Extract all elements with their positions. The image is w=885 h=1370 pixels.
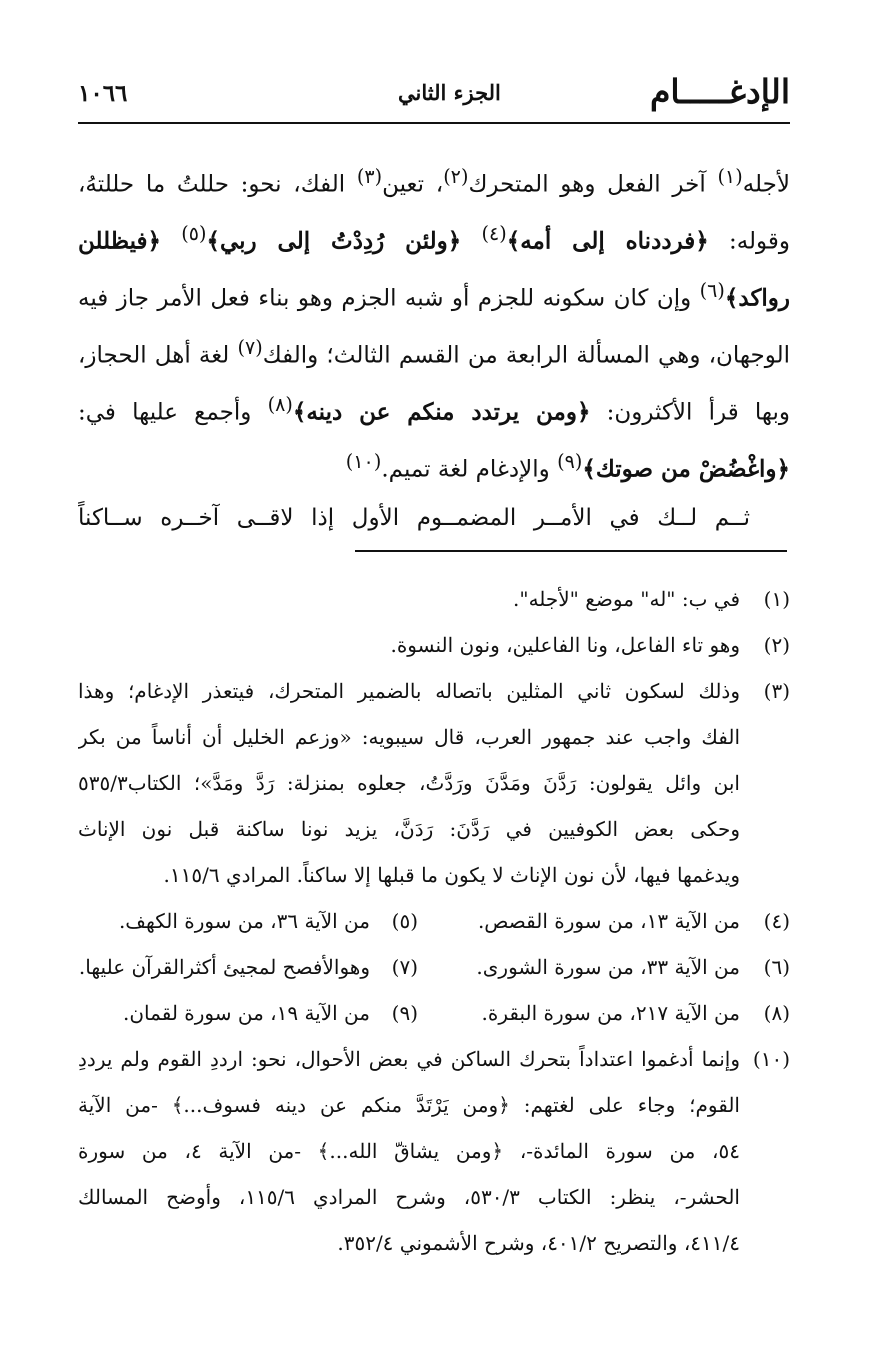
footnote-number: (٩) bbox=[391, 1001, 418, 1025]
footnote-number: (٣) bbox=[763, 679, 790, 703]
footnote-ref: (٥) bbox=[181, 222, 207, 245]
footnote-text: من الآية ١٣، من سورة القصص. bbox=[477, 909, 740, 933]
footnote-line: ويدغمها فيها، لأن نون الإناث لا يكون ما قبلها إلا ساكناً. المرادي ١١٥/٦. bbox=[163, 863, 740, 887]
footnote-line: ابن وائل يقولون: رَدَّنَ ومَدَّنَ ورَدَّتُ، جعلوه بمنزلة: رَدَّ ومَدَّ»؛ الكتاب٥٣٥/٣ bbox=[78, 771, 740, 795]
part-label: الجزء الثاني bbox=[398, 80, 501, 105]
footnote-ref: (٢) bbox=[443, 165, 469, 188]
footnote-number: (١٠) bbox=[752, 1047, 790, 1071]
footnote-number: (٧) bbox=[391, 955, 418, 979]
footnote-3 bbox=[78, 668, 790, 898]
footnote-line: وحكى بعض الكوفيين في رَدَّنَ: رَدَنَّ، يزيد نونا ساكنة قبل نون الإناث bbox=[78, 817, 740, 841]
text-line: وبها قرأ الأكثرون: ﴿ومن يرتدد منكم عن دينه﴾$^{(٨)}$ وأجمع عليها في: bbox=[78, 393, 790, 426]
footnote-ref: (٩) bbox=[557, 450, 583, 473]
footnote-line: القوم؛ وجاء على لغتهم: ﴿ومن يَرْتَدَّ منكم عن دينه فسوف...﴾ -من الآية bbox=[78, 1093, 740, 1117]
footnote-number: (٥) bbox=[391, 909, 418, 933]
footnote-ref: (٨) bbox=[267, 393, 293, 416]
footnote-line: الحشر-، ينظر: الكتاب ٥٣٠/٣، وشرح المرادي ١١٥/٦، وأوضح المسالك bbox=[78, 1185, 740, 1209]
footnote-line: ٤١١/٤، والتصريح ٤٠١/٢، وشرح الأشموني ٣٥٢/٤. bbox=[337, 1231, 740, 1255]
footnote-ref: (١) bbox=[717, 165, 743, 188]
footnote-1 bbox=[78, 576, 790, 622]
footnote-6-7 bbox=[78, 944, 790, 990]
main-text bbox=[78, 148, 790, 547]
text-line: ثــم لــك في الأمــر المضمــوم الأول إذا لاقــى آخــره ســاكناً bbox=[78, 505, 750, 531]
footnote-ref: (١٠) bbox=[345, 450, 382, 473]
footnote-number: (٨) bbox=[763, 1001, 790, 1025]
footnotes bbox=[78, 576, 790, 1266]
footnote-4-5 bbox=[78, 898, 790, 944]
page-number: ١٠٦٦ bbox=[78, 80, 128, 107]
footnote-separator bbox=[355, 550, 787, 552]
text-line: الوجهان، وهي المسألة الرابعة من القسم الثالث؛ والفك$^{(٧)}$ لغة أهل الحجاز، bbox=[78, 336, 790, 369]
footnote-text: في ب: "له" موضع "لأجله". bbox=[513, 587, 740, 611]
footnote-text: من الآية ٣٣، من سورة الشورى. bbox=[476, 955, 740, 979]
footnote-number: (٤) bbox=[763, 909, 790, 933]
footnote-ref: (٤) bbox=[481, 222, 507, 245]
text-line: ﴿واغْضُضْ من صوتك﴾$^{(٩)}$ والإدغام لغة تميم.$^{(١٠)}$ bbox=[345, 450, 790, 483]
footnote-2 bbox=[78, 622, 790, 668]
footnote-10 bbox=[78, 1036, 790, 1266]
footnote-line: ٥٤، من سورة المائدة-، ﴿ومن يشاقّ الله...﴾ -من الآية ٤، من سورة bbox=[78, 1139, 740, 1163]
quran-verse: رواكد﴾ bbox=[724, 284, 790, 312]
footnote-line: وإنما أدغموا اعتداداً بتحرك الساكن في بعض الأحوال، نحو: ارددِ القوم ولم يرددِ bbox=[78, 1047, 740, 1071]
quran-verse: ﴿فيظللن bbox=[78, 227, 162, 255]
footnote-number: (١) bbox=[763, 587, 790, 611]
text-line: لأجله$^{(١)}$ آخر الفعل وهو المتحرك$^{(٢)}$، تعين$^{(٣)}$ الفك، نحو: حللتُ ما حللتهُ، bbox=[78, 165, 790, 198]
footnote-number: (٦) bbox=[763, 955, 790, 979]
header-rule bbox=[78, 122, 790, 124]
footnote-text: من الآية ٢١٧، من سورة البقرة. bbox=[481, 1001, 740, 1025]
running-header bbox=[78, 72, 790, 124]
section-title: الإدغـــــام bbox=[649, 72, 790, 111]
text-line: وقوله: ﴿فرددناه إلى أمه﴾$^{(٤)}$ ﴿ولئن رُدِدْتُ إلى ربي﴾$^{(٥)}$ ﴿فيظللن bbox=[78, 222, 790, 255]
footnote-text: من الآية ١٩، من سورة لقمان. bbox=[123, 1001, 370, 1025]
footnote-number: (٢) bbox=[763, 633, 790, 657]
footnote-text: وهو تاء الفاعل، ونا الفاعلين، ونون النسوة. bbox=[390, 633, 740, 657]
footnote-ref: (٣) bbox=[356, 165, 383, 188]
text-line: رواكد﴾$^{(٦)}$ وإن كان سكونه للجزم أو شبه الجزم وهو بناء فعل الأمر جاز فيه bbox=[78, 279, 790, 312]
footnote-text: وهوالأفصح لمجيئ أكثرالقرآن عليها. bbox=[78, 955, 370, 979]
footnote-line: الفك واجب عند جمهور العرب، قال سيبويه: «وزعم الخليل أن أناساً من بكر bbox=[78, 725, 740, 749]
footnote-ref: (٧) bbox=[237, 336, 263, 359]
footnote-ref: (٦) bbox=[699, 279, 725, 302]
footnote-line: وذلك لسكون ثاني المثلين باتصاله بالضمير المتحرك، فيتعذر الإدغام؛ وهذا bbox=[78, 679, 740, 703]
footnote-text: من الآية ٣٦، من سورة الكهف. bbox=[118, 909, 370, 933]
quran-verse: ﴿فرددناه إلى أمه﴾ bbox=[506, 227, 709, 255]
quran-verse: ﴿ومن يرتدد منكم عن دينه﴾ bbox=[292, 398, 591, 426]
footnote-8-9 bbox=[78, 990, 790, 1036]
quran-verse: ﴿ولئن رُدِدْتُ إلى ربي﴾ bbox=[206, 227, 462, 255]
quran-verse: ﴿واغْضُضْ من صوتك﴾ bbox=[582, 455, 790, 483]
